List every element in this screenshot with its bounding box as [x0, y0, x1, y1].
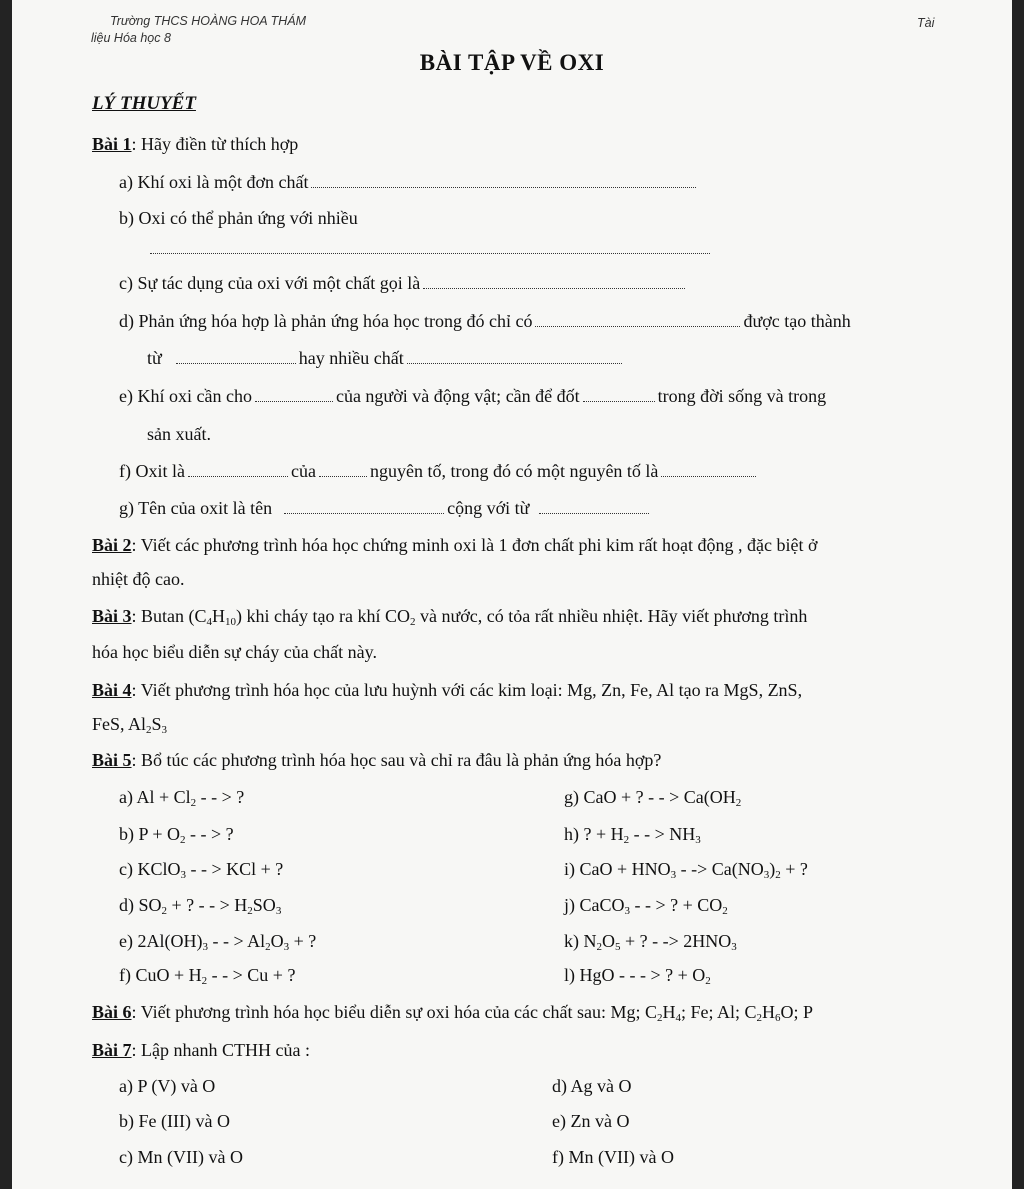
exercise-1-b-blank — [147, 236, 713, 260]
exercise-7-c: c) Mn (VII) và O — [119, 1147, 243, 1167]
exercise-5-f: f) CuO + $H_2$ - - > Cu + ? — [119, 965, 296, 987]
exercise-6: Bài 6: Viết phương trình hóa học biểu diễn sự oxi hóa của các chất sau: Mg; $C_2H_4$; Fe; Al; $C_2H_6O$; P — [92, 1002, 814, 1024]
exercise-1-heading: Bài 1: Hãy điền từ thích hợp — [92, 134, 299, 154]
exercise-5-c: c) KClO$_3$ - - > KCl + ? — [119, 859, 284, 881]
page-title: BÀI TẬP VỀ OXI — [419, 50, 605, 75]
exercise-5-i: i) CaO + $HNO_3$ - -> $Ca(NO_3)_2$ + ? — [564, 859, 808, 881]
exercise-5-k: k) $N_2O_5$ + ? - -> $2HNO_3$ — [564, 931, 737, 953]
exercise-1-g: g) Tên của oxit là tên cộng với từ — [119, 496, 652, 520]
exercise-4-line2: FeS, $Al_2S_3$ — [92, 714, 168, 736]
header-subtitle: liệu Hóa học 8 — [91, 31, 171, 45]
exercise-1-a: a) Khí oxi là một đơn chất — [119, 170, 699, 194]
exercise-5-b: b) $P + O_2$ - - > ? — [119, 824, 234, 846]
exercise-2-line1: Bài 2: Viết các phương trình hóa học chứng minh oxi là 1 đơn chất phi kim rất hoạt động , đặc biệt ở — [92, 535, 818, 555]
exercise-7-b: b) Fe (III) và O — [119, 1111, 230, 1131]
exercise-5-heading: Bài 5: Bổ túc các phương trình hóa học sau và chỉ ra đâu là phản ứng hóa hợp? — [92, 750, 662, 770]
exercise-7-f: f) Mn (VII) và O — [552, 1147, 674, 1167]
exercise-3-line1: Bài 3: Butan $(C_4H_{10})$ khi cháy tạo ra khí $CO_2$ và nước, có tỏa rất nhiều nhiệt. Hãy viết phương trình — [92, 606, 808, 628]
exercise-5-a: a) $Al + Cl_2$ - - > ? — [119, 787, 245, 809]
exercise-1-d: d) Phản ứng hóa hợp là phản ứng hóa học trong đó chỉ có được tạo thành — [119, 311, 851, 331]
exercise-5-e: e) $2Al(OH)_3$ - - > $Al_2O_3$ + ? — [119, 931, 317, 953]
exercise-5-l: l) HgO - - - > ? + $O_2$ — [564, 965, 711, 987]
header-right: Tài — [917, 16, 935, 30]
exercise-5-h: h) ? + $H_2$ - - > $NH_3$ — [564, 824, 701, 846]
exercise-5-d: d) $SO_2$ + ? - - > $H_2SO_3$ — [119, 895, 282, 917]
exercise-7-d: d) Ag và O — [552, 1076, 632, 1096]
exercise-7-e: e) Zn và O — [552, 1111, 630, 1131]
exercise-5-j: j) CaCO$_3$ - - > ? + $CO_2$ — [564, 895, 728, 917]
exercise-1-f: f) Oxit là của nguyên tố, trong đó có một nguyên tố là — [119, 459, 759, 483]
header-school: Trường THCS HOÀNG HOA THÁM — [110, 14, 307, 28]
section-heading: LÝ THUYẾT — [92, 93, 196, 114]
document-page — [12, 0, 1012, 1189]
exercise-1-d-cont: từ hay nhiều chất — [147, 346, 625, 370]
exercise-1-c: c) Sự tác dụng của oxi với một chất gọi là — [119, 271, 688, 295]
exercise-2-line2: nhiệt độ cao. — [92, 569, 185, 589]
exercise-1-b: b) Oxi có thể phản ứng với nhiều — [119, 208, 358, 228]
exercise-7-heading: Bài 7: Lập nhanh CTHH của : — [92, 1040, 310, 1060]
exercise-5-g: g) CaO + ? - - > $Ca(OH_2$ — [564, 787, 742, 809]
exercise-1-e: e) Khí oxi cần cho của người và động vật; cần để đốt trong đời sống và trong — [119, 386, 827, 406]
exercise-7-a: a) P (V) và O — [119, 1076, 216, 1096]
exercise-3-line2: hóa học biểu diễn sự cháy của chất này. — [92, 642, 377, 662]
exercise-4-line1: Bài 4: Viết phương trình hóa học của lưu huỳnh với các kim loại: Mg, Zn, Fe, Al tạo ra MgS, ZnS, — [92, 680, 803, 700]
exercise-1-e-cont: sản xuất. — [147, 424, 211, 444]
